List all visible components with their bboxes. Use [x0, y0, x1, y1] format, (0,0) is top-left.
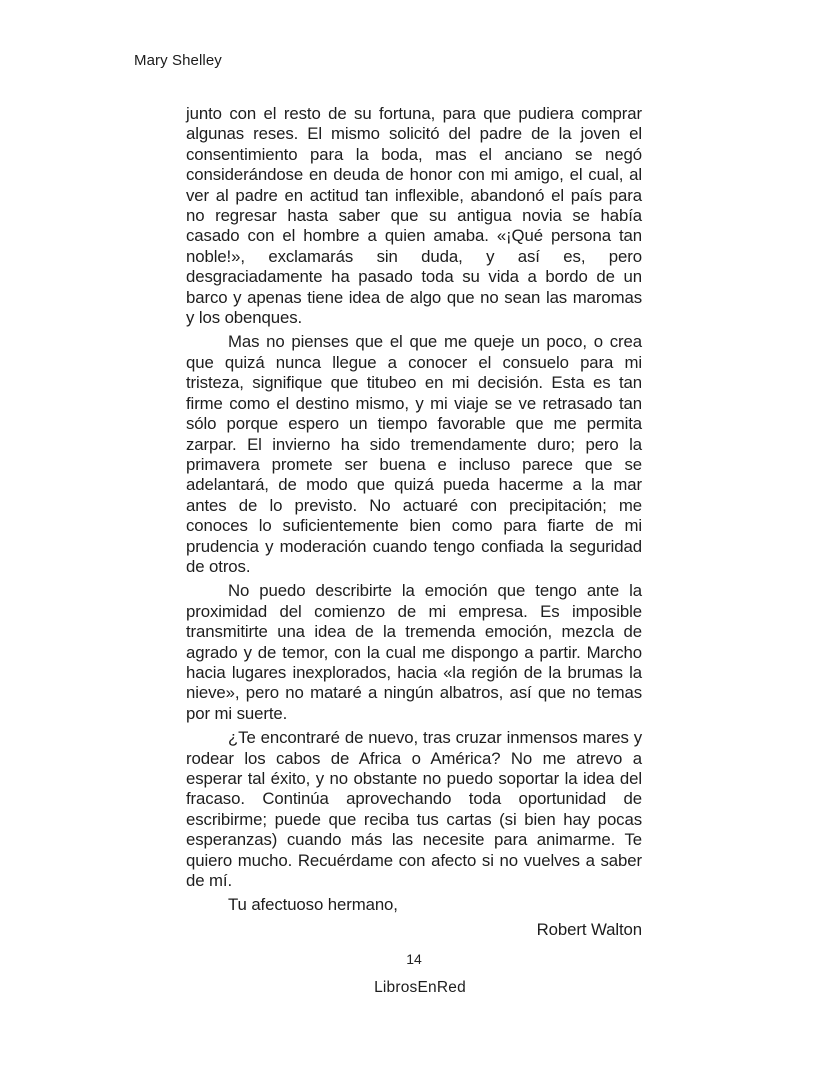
letter-body — [186, 104, 642, 944]
body-paragraph: junto con el resto de su fortuna, para que pudiera comprar algunas reses. El mismo solicitó del padre de la joven el consentimiento para la boda, mas el anciano se negó considerándose en deuda de honor con mi amigo, el cual, al ver al padre en actitud tan inflexible, abandonó el país para no regresar hasta saber que su antigua novia se había casado con el hombre a quien amaba. «¡Qué persona tan noble!», exclamarás sin duda, y así es, pero desgraciadamente ha pasado toda su vida a bordo de un barco y apenas tiene idea de algo que no sean las maromas y los obenques. — [186, 104, 642, 328]
body-paragraph: ¿Te encontraré de nuevo, tras cruzar inmensos mares y rodear los cabos de Africa o América? No me atrevo a esperar tal éxito, y no obstante no puedo soportar la idea del fracaso. Continúa aprovechando toda oportunidad de escribirme; puede que reciba tus cartas (si bien hay pocas esperanzas) cuando más las necesite para animarme. Te quiero mucho. Recuérdame con afecto si no vuelves a saber de mí. — [186, 728, 642, 891]
page-number: 14 — [406, 951, 422, 967]
body-paragraphs — [186, 104, 642, 891]
publisher-name: LibrosEnRed — [374, 979, 466, 996]
running-header-author: Mary Shelley — [134, 52, 222, 69]
signoff-line: Tu afectuoso hermano, — [228, 895, 398, 915]
body-paragraph: No puedo describirte la emoción que tengo ante la proximidad del comienzo de mi empresa. Es imposible transmitirte una idea de la tremenda emoción, mezcla de agrado y de temor, con la cual me dispongo a partir. Marcho hacia lugares inexplorados, hacia «la región de la brumas la nieve», pero no mataré a ningún albatros, así que no temas por mi suerte. — [186, 581, 642, 723]
body-paragraph: Mas no pienses que el que me queje un poco, o crea que quizá nunca llegue a conocer el consuelo para mi tristeza, signifique que titubeo en mi decisión. Esta es tan firme como el destino mismo, y mi viaje se ve retrasado tan sólo porque espero un tiempo favorable que me permita zarpar. El invierno ha sido tremendamente duro; pero la primavera promete ser buena e incluso parece que se adelantará, de modo que quizá pueda hacerme a la mar antes de lo previsto. No actuaré con precipitación; me conoces lo suficientemente bien como para fiarte de mi prudencia y moderación cuando tengo confiada la seguridad de otros. — [186, 332, 642, 576]
signature-line: Robert Walton — [536, 919, 642, 939]
